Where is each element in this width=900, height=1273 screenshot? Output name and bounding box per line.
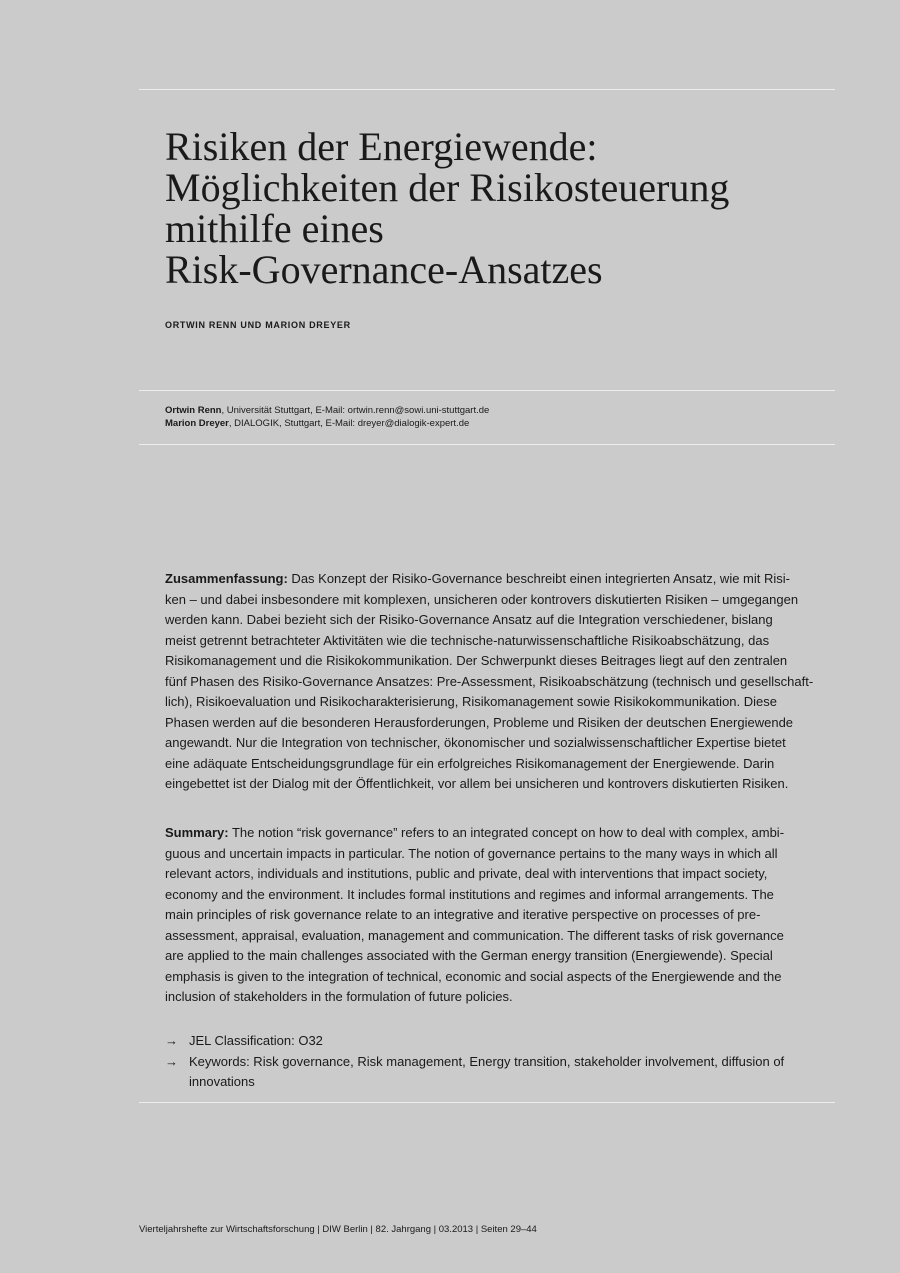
affiliation-top-rule bbox=[139, 390, 835, 391]
summary-line: guous and uncertain impacts in particular. The notion of governance pertains to the many ways in which all bbox=[165, 845, 778, 861]
abstract-line: meist getrennt betrachteter Aktivitäten wie die technische-naturwissenschaftliche Risikoabschätzung, das bbox=[165, 632, 770, 648]
affiliation-detail: , DIALOGIK, Stuttgart, E-Mail: dreyer@dialogik-expert.de bbox=[228, 418, 470, 429]
author-name: Marion Dreyer bbox=[165, 418, 229, 429]
abstract-label: Zusammenfassung: bbox=[165, 571, 288, 586]
top-rule bbox=[139, 89, 835, 90]
affiliation-bottom-rule bbox=[139, 444, 835, 445]
abstract-line: Risikomanagement und die Risikokommunikation. Der Schwerpunkt dieses Beitrages liegt auf den zentralen bbox=[165, 653, 788, 668]
summary-text: The notion “risk governance” refers to an integrated concept on how to deal with complex, ambi- bbox=[228, 825, 785, 840]
jel-text: JEL Classification: O32 bbox=[189, 1033, 323, 1048]
summary-line: inclusion of stakeholders in the formulation of future policies. bbox=[165, 989, 513, 1004]
abstract-text: Das Konzept der Risiko-Governance beschreibt einen integrierten Ansatz, wie mit Risi- bbox=[287, 571, 790, 586]
summary-line: relevant actors, individuals and institutions, public and private, deal with interventions that impact society, bbox=[165, 866, 768, 881]
title-line: Risk-Governance-Ansatzes bbox=[165, 247, 603, 292]
summary-line: emphasis is given to the integration of technical, economic and social aspects of the Energiewende and the bbox=[165, 968, 782, 984]
arrow-right-icon: → bbox=[165, 1053, 178, 1069]
abstract-line: fünf Phasen des Risiko-Governance Ansatzes: Pre-Assessment, Risikoabschätzung (technisch und gesellschaft- bbox=[165, 673, 814, 689]
title-line: Möglichkeiten der Risikosteuerung bbox=[165, 165, 730, 210]
summary-line: are applied to the main challenges associated with the German energy transition (Energiewende). Special bbox=[165, 948, 773, 963]
affiliations bbox=[165, 404, 489, 430]
abstract-line: angewandt. Nur die Integration von technischer, ökonomischer und sozialwissenschaftlicher Expertise bietet bbox=[165, 735, 786, 750]
abstract-line bbox=[165, 569, 811, 590]
abstract-line: werden kann. Dabei bezieht sich der Risiko-Governance Ansatz auf die Integration verschiedener, bislang bbox=[165, 612, 773, 627]
article-title bbox=[165, 126, 845, 290]
title-line: Risiken der Energiewende: bbox=[165, 124, 598, 169]
bottom-rule bbox=[139, 1102, 835, 1103]
summary-line: main principles of risk governance relate to an integrative and iterative perspective on processes of pre- bbox=[165, 907, 761, 922]
classification-block bbox=[165, 1031, 784, 1093]
author-name: Ortwin Renn bbox=[165, 405, 222, 416]
arrow-right-icon: → bbox=[165, 1033, 178, 1048]
keywords bbox=[165, 1052, 784, 1093]
abstract-line: eine adäquate Entscheidungsgrundlage für ein erfolgreiches Risikomanagement der Energiewende. Darin bbox=[165, 755, 775, 771]
abstract-line: Phasen werden auf die besonderen Herausforderungen, Probleme und Risiken der deutschen Energiewende bbox=[165, 714, 794, 730]
abstract-line: ken – und dabei insbesondere mit komplexen, unsicheren oder kontrovers diskutierten Risiken – umgegangen bbox=[165, 591, 799, 607]
summary-line: assessment, appraisal, evaluation, management and communication. The different tasks of risk governance bbox=[165, 927, 784, 943]
summary-line: economy and the environment. It includes formal institutions and regimes and informal arrangements. The bbox=[165, 886, 774, 902]
authors-byline: ORTWIN RENN UND MARION DREYER bbox=[165, 320, 351, 330]
abstract-line: eingebettet ist der Dialog mit der Öffentlichkeit, vor allem bei unsicheren und kontrovers diskutierten Risiken. bbox=[165, 776, 789, 791]
affiliation-detail: , Universität Stuttgart, E-Mail: ortwin.renn@sowi.uni-stuttgart.de bbox=[221, 405, 490, 416]
journal-footer: Vierteljahrshefte zur Wirtschaftsforschung | DIW Berlin | 82. Jahrgang | 03.2013 | Seiten 29–44 bbox=[139, 1224, 537, 1235]
affiliation-renn bbox=[165, 404, 489, 417]
keywords-line: Keywords: Risk governance, Risk management, Energy transition, stakeholder involvement, diffusion of bbox=[189, 1053, 785, 1069]
abstract-line: lich), Risikoevaluation und Risikocharakterisierung, Risikomanagement sowie Risikokommunikation. Diese bbox=[165, 694, 777, 709]
summary-line bbox=[165, 823, 811, 844]
keywords-line: innovations bbox=[189, 1074, 255, 1089]
title-line: mithilfe eines bbox=[165, 206, 384, 251]
abstract-german bbox=[165, 569, 814, 795]
jel-classification bbox=[165, 1031, 784, 1052]
affiliation-dreyer bbox=[165, 417, 489, 430]
abstract-english bbox=[165, 823, 811, 1008]
summary-label: Summary: bbox=[165, 825, 229, 840]
